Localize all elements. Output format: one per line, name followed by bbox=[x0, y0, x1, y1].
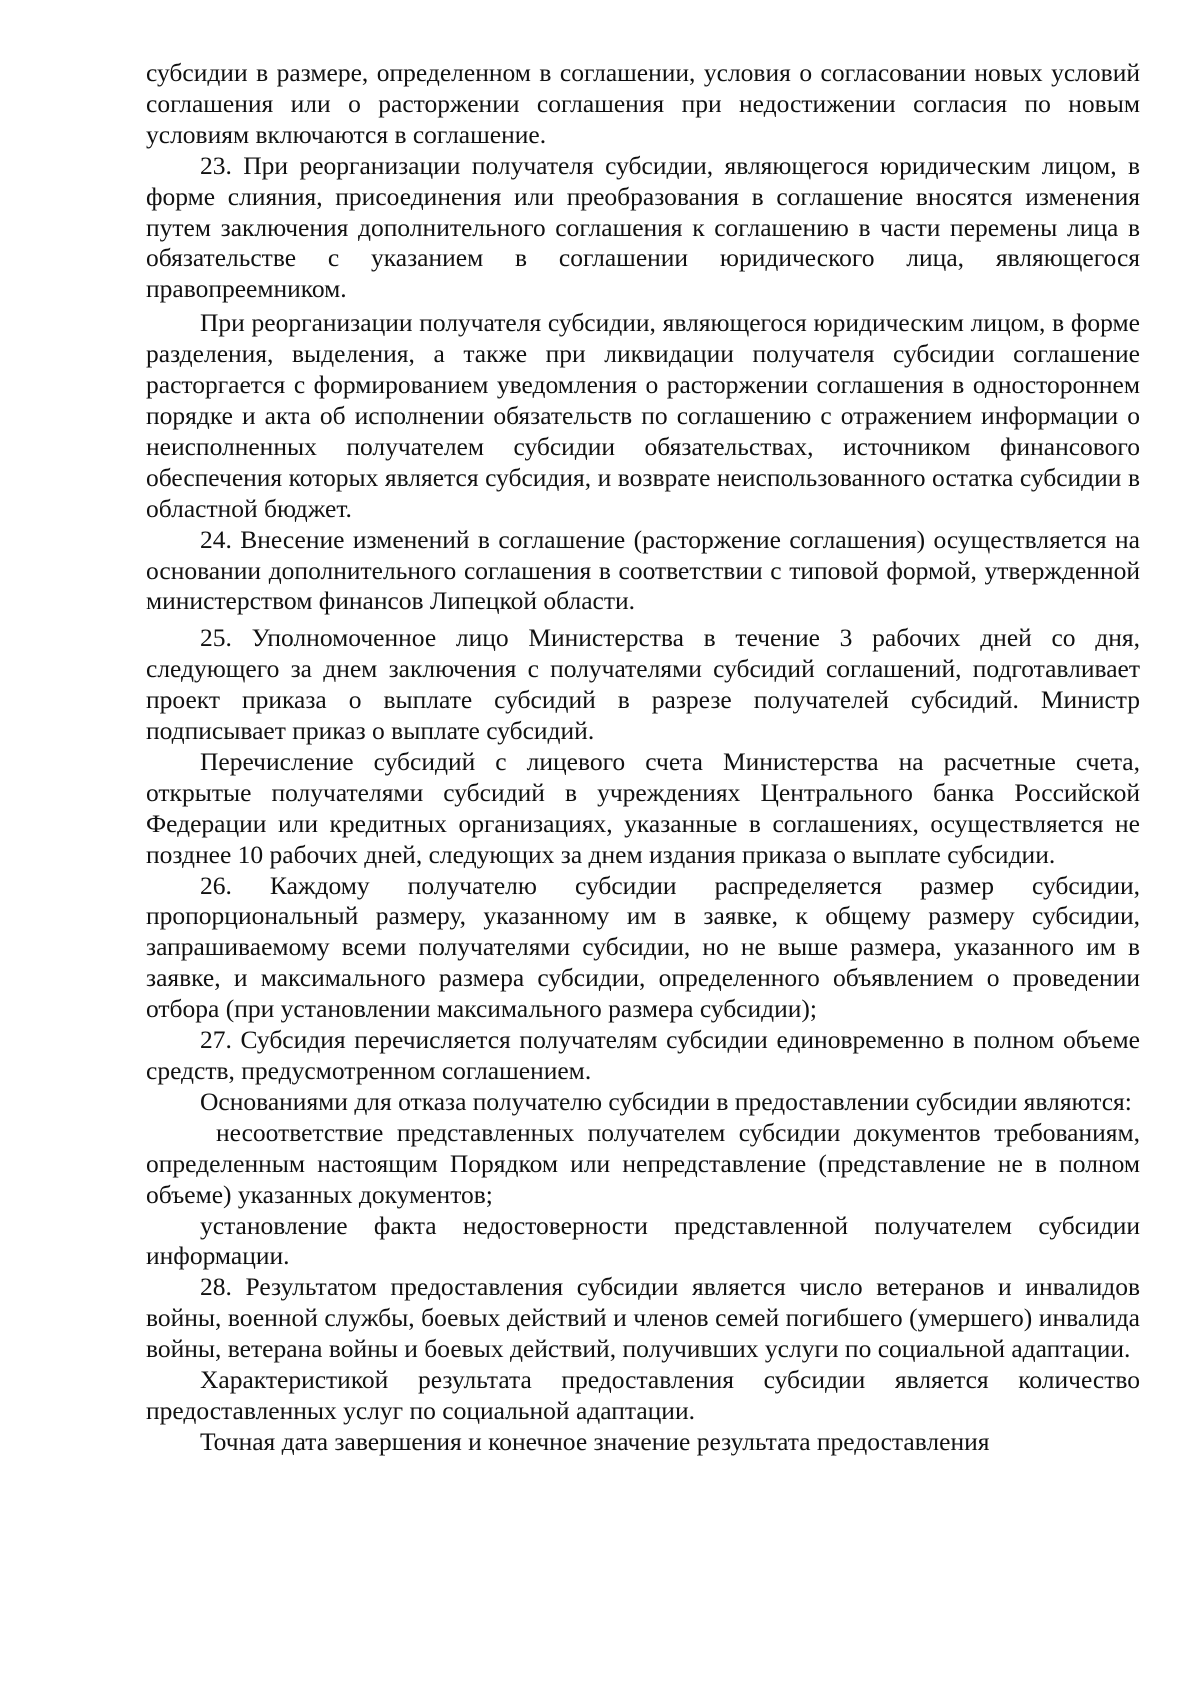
paragraph-28: 28. Результатом предоставления субсидии является число ветеранов и инвалидов войны, военной службы, боевых действий и членов семей погибшего (умершего) инвалида войны, ветерана войны и боевых действий, получивших услуги по социальной адаптации. bbox=[146, 1272, 1140, 1364]
paragraph-continuation: субсидии в размере, определенном в соглашении, условия о согласовании новых условий соглашения или о расторжении соглашения при недостижении согласия по новым условиям включаются в соглашение. bbox=[146, 58, 1140, 149]
paragraph-27: 27. Субсидия перечисляется получателям субсидии единовременно в полном объеме средств, предусмотренном соглашением. bbox=[146, 1025, 1140, 1085]
paragraph-result-date: Точная дата завершения и конечное значение результата предоставления bbox=[200, 1426, 990, 1456]
paragraph-refusal-grounds: Основаниями для отказа получателю субсидии в предоставлении субсидии являются: bbox=[200, 1086, 1132, 1116]
paragraph-reorganization: При реорганизации получателя субсидии, являющегося юридическим лицом, в форме разделения, выделения, а также при ликвидации получателя субсидии соглашение расторгается с формированием уведомления о расторжении соглашения в одностороннем порядке и акта об исполнении обязательств по соглашению с отражением информации о неисполненных получателем субсидии обязательствах, источником финансового обеспечения которых является субсидия, и возврате неиспользованного остатка субсидии в областной бюджет. bbox=[146, 308, 1140, 523]
paragraph-23: 23. При реорганизации получателя субсидии, являющегося юридическим лицом, в форме слияния, присоединения или преобразования в соглашение вносятся изменения путем заключения дополнительного соглашения к соглашению в части перемены лица в обязательстве с указанием в соглашении юридического лица, являющегося правопреемником. bbox=[146, 150, 1140, 304]
paragraph-refusal-item-1: несоответствие представленных получателем субсидии документов требованиям, определенным настоящим Порядком или непредставление (представление не в полном объеме) указанных документов; bbox=[146, 1117, 1140, 1209]
paragraph-25: 25. Уполномоченное лицо Министерства в течение 3 рабочих дней со дня, следующего за днем заключения с получателями субсидий соглашений, подготавливает проект приказа о выплате субсидий в разрезе получателей субсидий. Министр подписывает приказ о выплате субсидий. bbox=[146, 623, 1140, 746]
paragraph-26: 26. Каждому получателю субсидии распределяется размер субсидии, пропорциональный размеру, указанному им в заявке, к общему размеру субсидии, запрашиваемому всеми получателями субсидии, но не выше размера, указанного им в заявке, и максимального размера субсидии, определенного объявлением о проведении отбора (при установлении максимального размера субсидии); bbox=[146, 870, 1140, 1024]
document-body bbox=[146, 58, 1140, 1458]
paragraph-result-characteristic: Характеристикой результата предоставления субсидии является количество предоставленных услуг по социальной адаптации. bbox=[146, 1365, 1140, 1425]
paragraph-24: 24. Внесение изменений в соглашение (расторжение соглашения) осуществляется на основании дополнительного соглашения в соответствии с типовой формой, утвержденной министерством финансов Липецкой области. bbox=[146, 524, 1140, 616]
paragraph-transfer: Перечисление субсидий с лицевого счета Министерства на расчетные счета, открытые получателями субсидий в учреждениях Центрального банка Российской Федерации или кредитных организациях, указанные в соглашениях, осуществляется не позднее 10 рабочих дней, следующих за днем издания приказа о выплате субсидии. bbox=[146, 746, 1140, 869]
paragraph-refusal-item-2: установление факта недостоверности представленной получателем субсидии информации. bbox=[146, 1210, 1140, 1271]
